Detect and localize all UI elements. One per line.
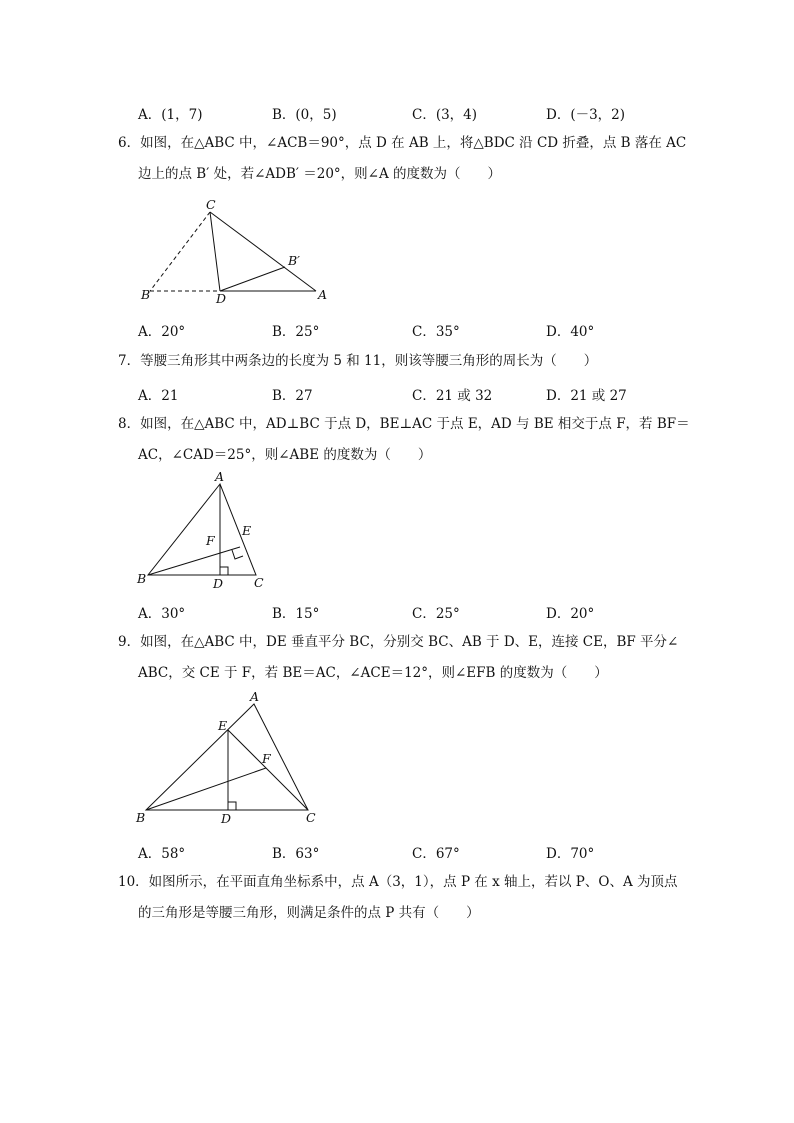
q5-options bbox=[0, 103, 794, 121]
q6-line-db-prime bbox=[220, 267, 285, 291]
q6-line-cd bbox=[210, 212, 220, 291]
q8-triangle-abc bbox=[148, 484, 256, 575]
q8-stem-line1: 8．如图，在△ABC 中，AD⊥BC 于点 D，BE⊥AC 于点 E，AD 与 BE 相交于点 F，若 BF＝ bbox=[118, 416, 690, 432]
q8-label-d: D bbox=[213, 576, 224, 591]
q8-label-f: F bbox=[206, 533, 215, 548]
q6-dashed-cb bbox=[150, 212, 210, 291]
q8-option-a[interactable]: A．30° bbox=[138, 606, 186, 622]
q6-label-b-prime: B′ bbox=[288, 253, 301, 268]
q8-line-be bbox=[148, 547, 240, 575]
q9-label-d: D bbox=[221, 811, 232, 826]
q9-label-c: C bbox=[306, 810, 316, 825]
q6-option-d[interactable]: D．40° bbox=[546, 324, 595, 340]
q9-label-a: A bbox=[250, 692, 260, 704]
q7-options bbox=[0, 384, 794, 402]
q6-label-a: A bbox=[318, 287, 328, 302]
q6-options bbox=[0, 320, 794, 338]
q6-label-d: D bbox=[216, 291, 227, 306]
q9-option-a[interactable]: A．58° bbox=[138, 846, 186, 862]
q5-option-b[interactable]: B．(0，5) bbox=[272, 107, 337, 123]
q9-options bbox=[0, 842, 794, 860]
q7-option-d[interactable]: D．21 或 27 bbox=[546, 388, 627, 404]
q6-stem-line2: 边上的点 B′ 处，若∠ADB′ ＝20°，则∠A 的度数为（ ） bbox=[138, 166, 502, 182]
q9-option-b[interactable]: B．63° bbox=[272, 846, 320, 862]
q10-stem-line2: 的三角形是等腰三角形，则满足条件的点 P 共有（ ） bbox=[138, 905, 480, 921]
q9-stem-line1: 9．如图，在△ABC 中，DE 垂直平分 BC，分别交 BC、AB 于 D、E，连接 CE，BF 平分∠ bbox=[118, 634, 679, 650]
q8-option-b[interactable]: B．15° bbox=[272, 606, 320, 622]
q8-options bbox=[0, 602, 794, 620]
q8-figure bbox=[130, 472, 280, 594]
q5-option-d[interactable]: D．(－3，2) bbox=[546, 107, 626, 123]
q7-stem-line1: 7．等腰三角形其中两条边的长度为 5 和 11，则该等腰三角形的周长为（ ） bbox=[118, 353, 598, 369]
q7-option-a[interactable]: A．21 bbox=[138, 388, 179, 404]
q10-stem-line1: 10．如图所示，在平面直角坐标系中，点 A（3，1），点 P 在 x 轴上，若以 P、O、A 为顶点 bbox=[118, 874, 678, 890]
q8-stem-line2: AC，∠CAD＝25°，则∠ABE 的度数为（ ） bbox=[138, 447, 432, 463]
q6-label-b: B bbox=[141, 287, 151, 302]
q9-label-f: F bbox=[262, 751, 271, 766]
q8-label-b: B bbox=[137, 571, 147, 586]
q9-stem-line2: ABC，交 CE 于 F，若 BE＝AC，∠ACE＝12°，则∠EFB 的度数为（ ） bbox=[138, 665, 608, 681]
q8-option-c[interactable]: C．25° bbox=[412, 606, 460, 622]
q8-label-c: C bbox=[254, 575, 264, 590]
q9-line-bf bbox=[146, 768, 266, 810]
q6-stem-line1: 6．如图，在△ABC 中，∠ACB＝90°，点 D 在 AB 上，将△BDC 沿 CD 折叠，点 B 落在 AC bbox=[118, 135, 687, 151]
q7-option-c[interactable]: C．21 或 32 bbox=[412, 388, 493, 404]
q5-option-a[interactable]: A．(1，7) bbox=[138, 107, 203, 123]
q9-right-angle-d bbox=[228, 802, 236, 810]
q8-right-angle-d bbox=[220, 567, 228, 575]
q6-option-c[interactable]: C．35° bbox=[412, 324, 460, 340]
q8-right-angle-e bbox=[232, 550, 243, 559]
q9-label-e: E bbox=[218, 718, 228, 733]
q8-option-d[interactable]: D．20° bbox=[546, 606, 595, 622]
q9-option-d[interactable]: D．70° bbox=[546, 846, 595, 862]
q6-option-a[interactable]: A．20° bbox=[138, 324, 186, 340]
q6-label-c: C bbox=[206, 197, 216, 212]
q6-option-b[interactable]: B．25° bbox=[272, 324, 320, 340]
q8-label-a: A bbox=[215, 472, 225, 484]
q9-figure bbox=[130, 692, 330, 830]
q7-option-b[interactable]: B．27 bbox=[272, 388, 313, 404]
q5-option-c[interactable]: C．(3，4) bbox=[412, 107, 478, 123]
q6-figure bbox=[130, 195, 350, 310]
q8-label-e: E bbox=[242, 523, 252, 538]
q9-line-ce bbox=[228, 730, 308, 810]
q9-label-b: B bbox=[136, 810, 146, 825]
q9-option-c[interactable]: C．67° bbox=[412, 846, 460, 862]
q6-line-ca bbox=[210, 212, 316, 291]
